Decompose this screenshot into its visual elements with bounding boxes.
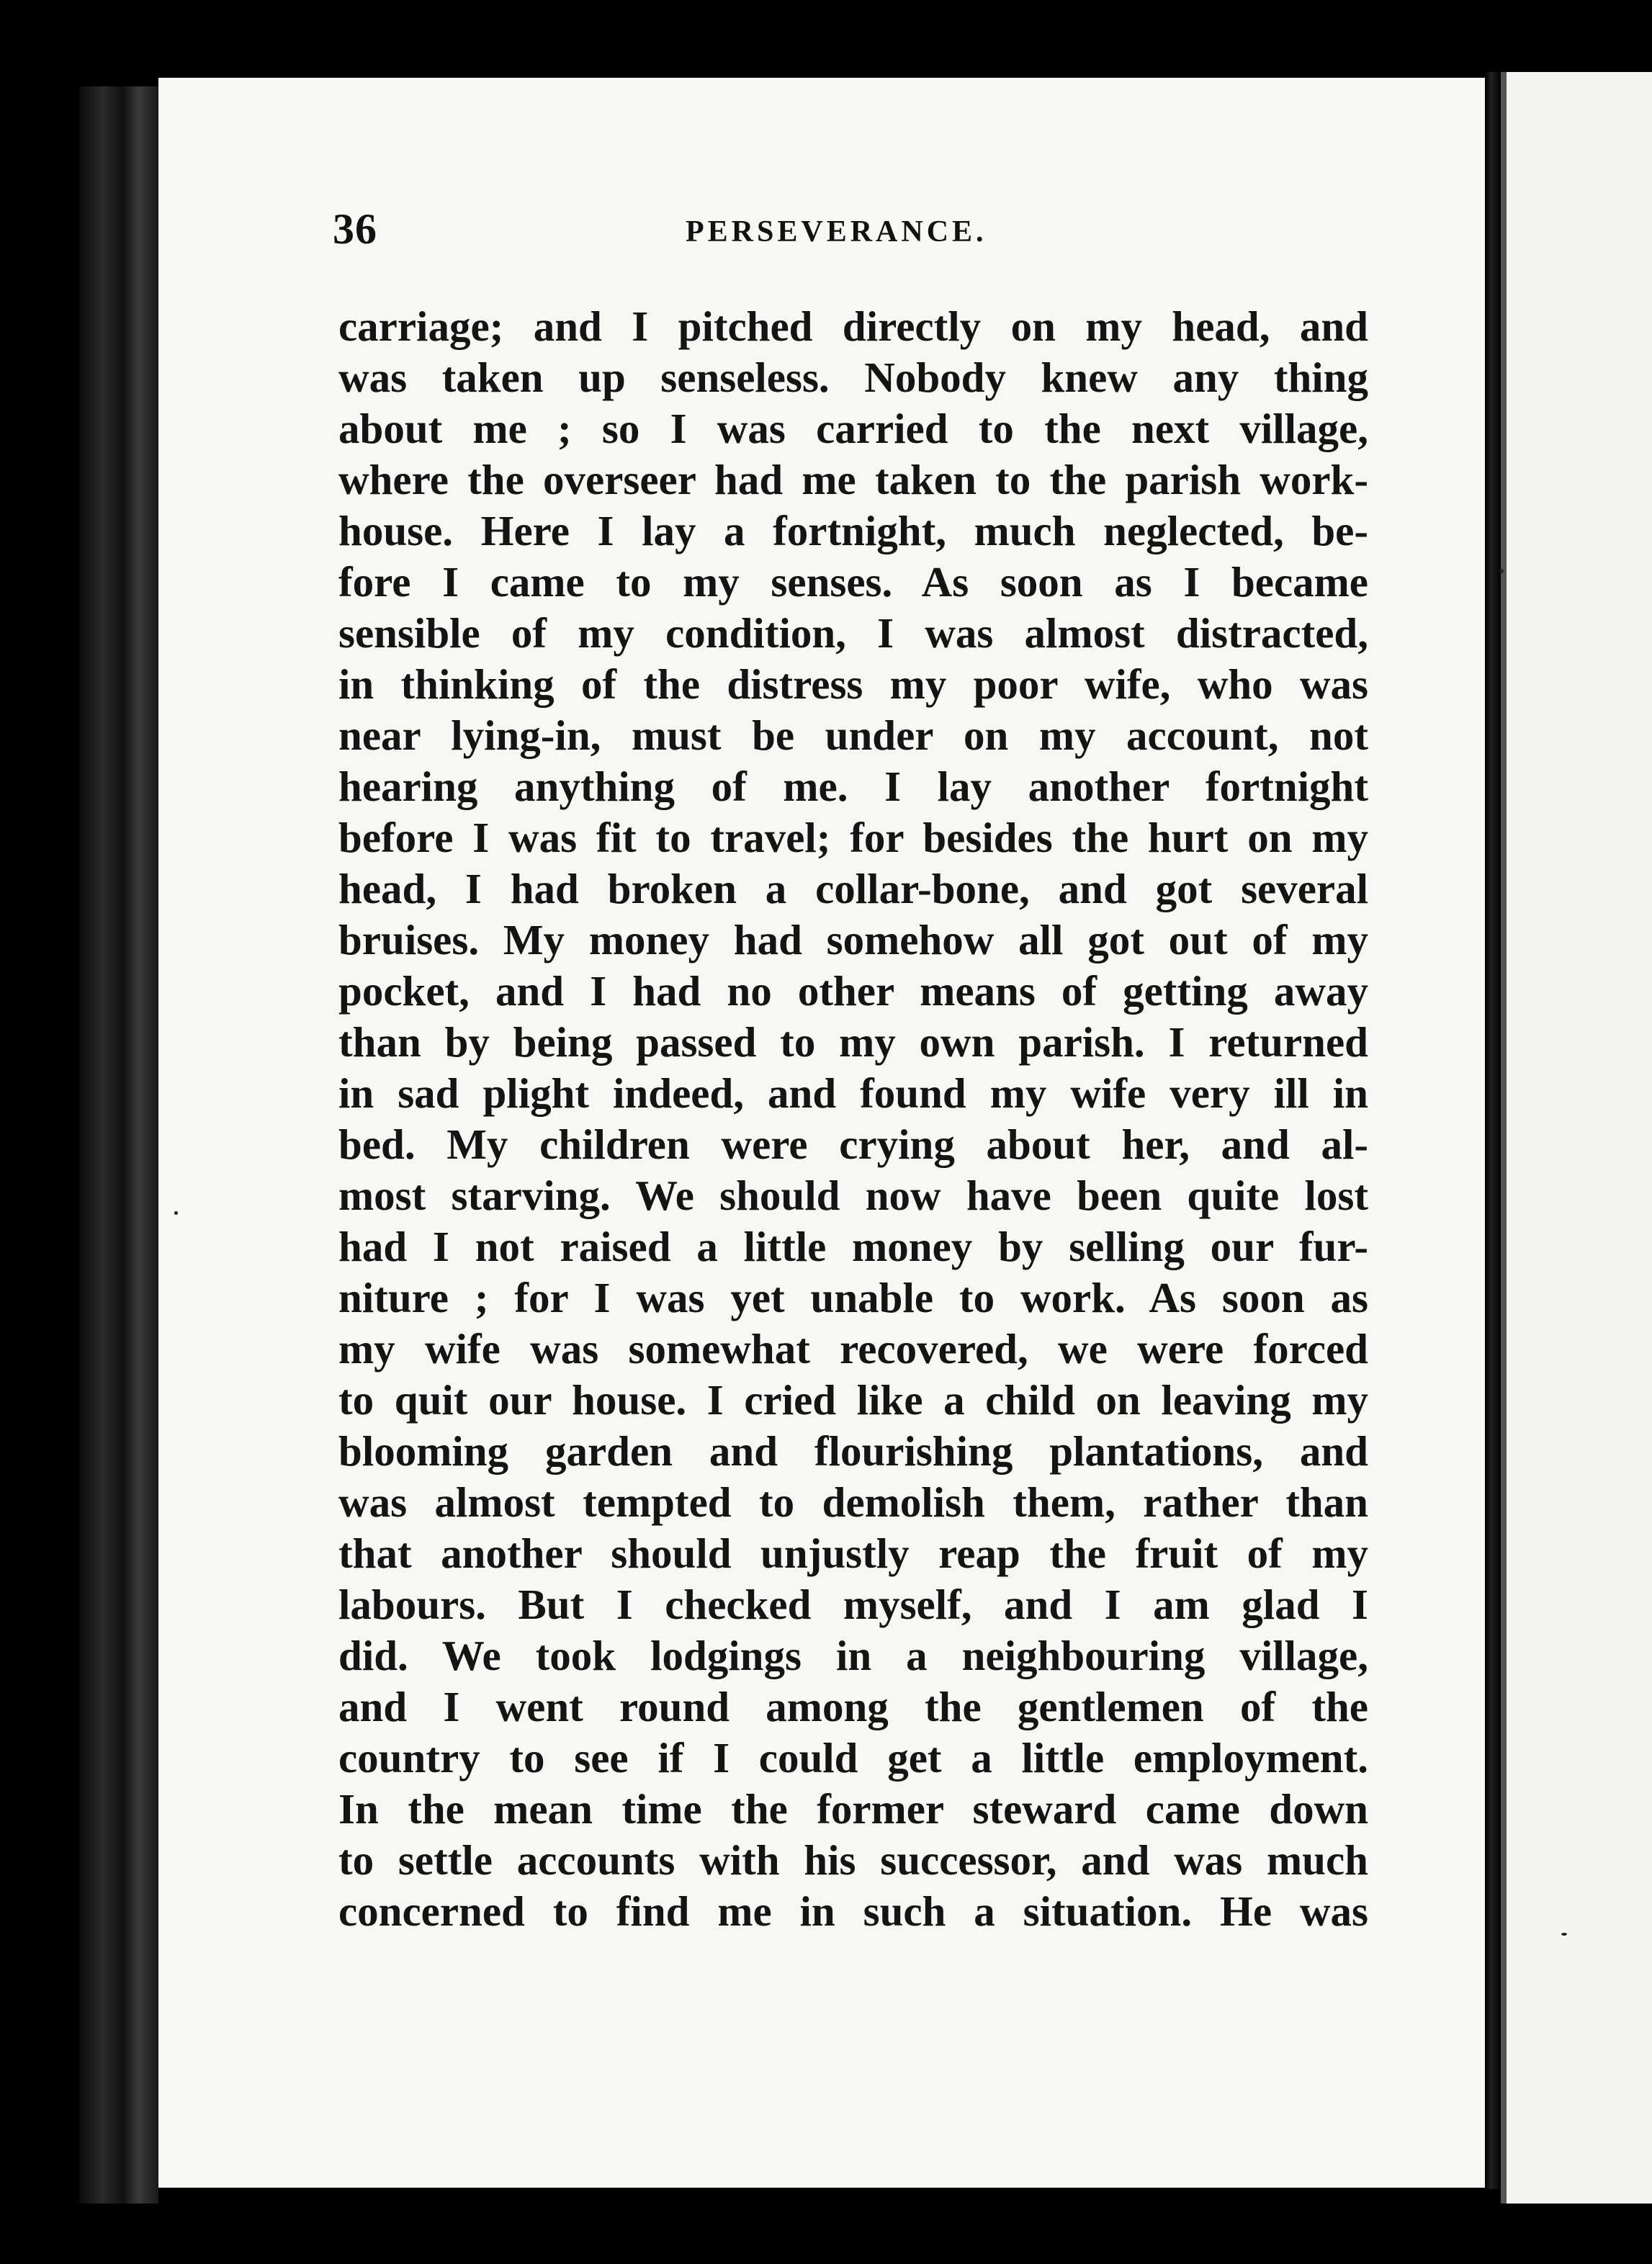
left-page-edge: [79, 86, 158, 2204]
scan-speck: [1561, 1933, 1567, 1936]
text-line: In the mean time the former steward came down: [338, 1785, 1368, 1833]
text-line: was almost tempted to demolish them, rather than: [338, 1478, 1368, 1526]
facing-page-gutter: [1501, 72, 1507, 2204]
scan-speck: [174, 1211, 178, 1215]
text-line: pocket, and I had no other means of getting away: [338, 967, 1368, 1015]
text-line: to quit our house. I cried like a child on leaving my: [338, 1376, 1368, 1424]
text-line: where the overseer had me taken to the parish work-: [338, 456, 1368, 503]
text-line: had I not raised a little money by selling our fur-: [338, 1223, 1368, 1270]
text-line: country to see if I could get a little employment.: [338, 1734, 1368, 1782]
page-header: [333, 202, 1370, 266]
text-line: carriage; and I pitched directly on my head, and: [338, 302, 1368, 350]
text-line: head, I had broken a collar-bone, and got several: [338, 865, 1368, 912]
text-line: house. Here I lay a fortnight, much neglected, be-: [338, 507, 1368, 554]
text-line: blooming garden and flourishing plantations, and: [338, 1427, 1368, 1475]
text-line: did. We took lodgings in a neighbouring village,: [338, 1632, 1368, 1679]
text-line: to settle accounts with his successor, and was much: [338, 1836, 1368, 1884]
text-line: in sad plight indeed, and found my wife very ill in: [338, 1069, 1368, 1117]
text-line: in thinking of the distress my poor wife, who was: [338, 660, 1368, 708]
text-line: fore I came to my senses. As soon as I became: [338, 558, 1368, 606]
text-line: that another should unjustly reap the fruit of my: [338, 1529, 1368, 1577]
text-line: my wife was somewhat recovered, we were forced: [338, 1325, 1368, 1373]
page-fold-shadow: [1485, 72, 1501, 2189]
page-number: 36: [333, 205, 377, 253]
running-head: PERSEVERANCE.: [686, 215, 987, 248]
text-line: niture ; for I was yet unable to work. As soon as: [338, 1274, 1368, 1321]
facing-page-edge: [1501, 72, 1652, 2204]
scan-speck: [1499, 569, 1504, 573]
text-line: hearing anything of me. I lay another fortnight: [338, 763, 1368, 810]
text-line: than by being passed to my own parish. I returned: [338, 1018, 1368, 1066]
text-line: bed. My children were crying about her, and al-: [338, 1120, 1368, 1168]
text-line: most starving. We should now have been quite lost: [338, 1172, 1368, 1219]
body-text: [338, 301, 1368, 1937]
text-line: near lying-in, must be under on my account, not: [338, 711, 1368, 759]
text-line: was taken up senseless. Nobody knew any thing: [338, 354, 1368, 401]
text-line: and I went round among the gentlemen of the: [338, 1683, 1368, 1730]
text-line: bruises. My money had somehow all got out of my: [338, 916, 1368, 963]
text-line: before I was fit to travel; for besides the hurt on my: [338, 814, 1368, 861]
text-line: sensible of my condition, I was almost distracted,: [338, 609, 1368, 657]
text-line: concerned to find me in such a situation. He was: [338, 1887, 1368, 1935]
text-line: about me ; so I was carried to the next village,: [338, 405, 1368, 452]
text-line: labours. But I checked myself, and I am glad I: [338, 1581, 1368, 1628]
